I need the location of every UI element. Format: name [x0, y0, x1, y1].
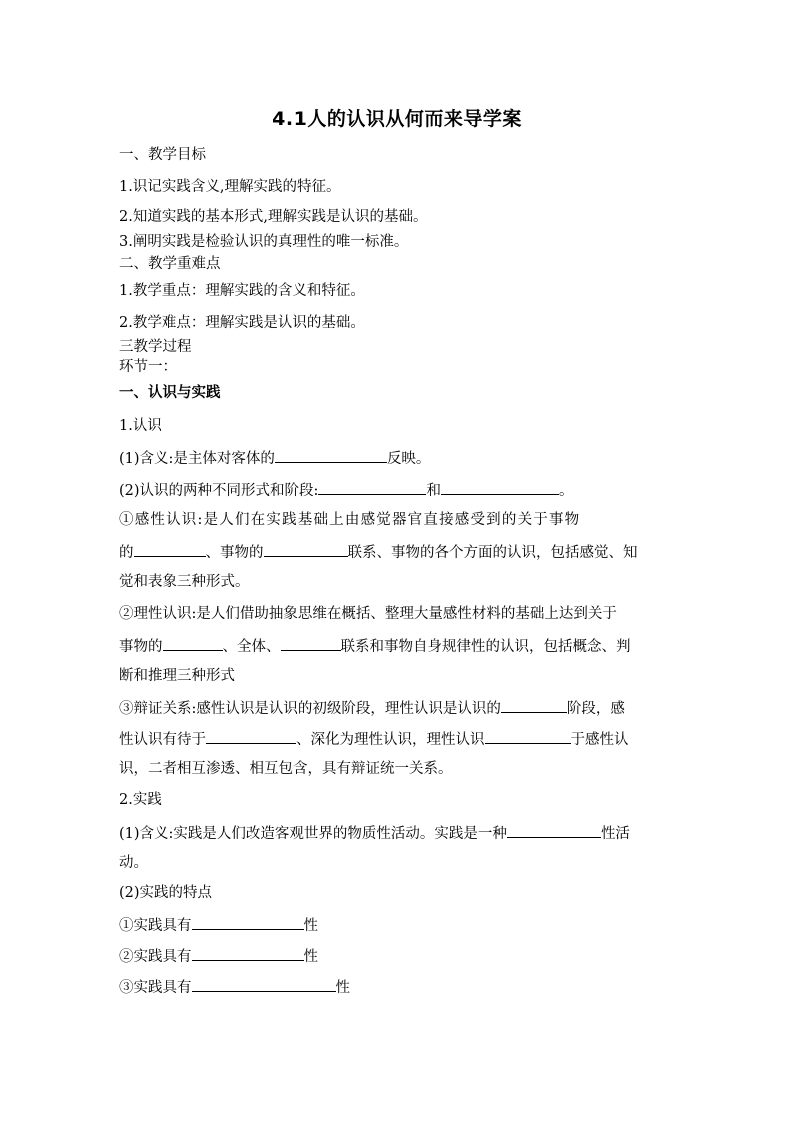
text-segment: 反映。: [386, 451, 431, 467]
fill-blank[interactable]: [441, 479, 559, 495]
rational-cognition-line-1: ②理性认识:是人们借助抽象思维在概括、整理大量感性材料的基础上达到关于: [119, 606, 617, 622]
text-segment: 、深化为理性认识，理性认识: [296, 732, 485, 748]
objective-item: 2.知道实践的基本形式,理解实践是认识的基础。: [119, 209, 428, 225]
practice-feature-item: [119, 945, 318, 967]
text-segment: (1)含义:是主体对客体的: [119, 451, 275, 467]
text-segment: 性: [303, 949, 318, 965]
text-segment: 的: [119, 545, 134, 561]
text-segment: 性活: [600, 826, 630, 842]
text-segment: ③辩证关系:感性认识是认识的初级阶段，理性认识是认识的: [119, 701, 501, 717]
practice-feature-item: [119, 914, 318, 936]
practice-definition-line-2: 动。: [119, 855, 148, 871]
fill-blank[interactable]: [192, 945, 304, 961]
text-segment: (1)含义:实践是人们改造客观世界的物质性活动。实践是一种: [119, 826, 507, 842]
text-segment: 于感性认: [570, 732, 629, 748]
text-segment: 和: [426, 483, 441, 499]
practice-feature-item: [119, 976, 350, 998]
dialectical-relation-line-1: [119, 697, 625, 719]
dialectical-relation-line-3: 识，二者相互渗透、相互包含，具有辩证统一关系。: [119, 761, 453, 777]
text-segment: 性认识有待于: [119, 732, 206, 748]
text-segment: 性: [335, 980, 350, 996]
fill-blank[interactable]: [281, 635, 341, 651]
text-segment: 、全体、: [222, 639, 281, 655]
text-segment: ②实践具有: [119, 949, 192, 965]
process-step-label: 环节一：: [119, 359, 177, 375]
text-segment: 阶段，感: [566, 701, 625, 717]
text-segment: 性: [303, 918, 318, 934]
section-heading-key-points: 二、教学重难点: [119, 256, 221, 272]
fill-blank[interactable]: [485, 728, 571, 744]
perceptual-cognition-line-1: [119, 510, 674, 530]
fill-blank[interactable]: [318, 479, 426, 495]
fill-blank[interactable]: [501, 697, 567, 713]
text-segment: (2)认识的两种不同形式和阶段:: [119, 483, 319, 499]
perceptual-cognition-line-3: 觉和表象三种形式。: [119, 574, 250, 590]
fill-blank[interactable]: [264, 541, 348, 557]
text-segment: 联系和事物自身规律性的认识，包括概念、判: [340, 639, 631, 655]
subheading-cognition: 1.认识: [119, 418, 162, 434]
text-segment: 事物的: [119, 639, 163, 655]
key-point-item: 1.教学重点：理解实践的含义和特征。: [119, 283, 365, 299]
fill-blank[interactable]: [275, 447, 387, 463]
fill-blank[interactable]: [192, 914, 304, 930]
dialectical-relation-line-2: [119, 728, 629, 750]
perceptual-cognition-line-2: [119, 541, 638, 563]
practice-definition-line-1: [119, 822, 630, 844]
section-heading-objectives: 一、教学目标: [119, 147, 206, 163]
text-segment: ①感性认识:是人们在实践基础上由感觉器官直接感受到的关于事物: [119, 512, 581, 528]
text-segment: 。: [558, 483, 574, 499]
cognition-definition-line: [119, 447, 430, 469]
rational-cognition-line-3: 断和推理三种形式: [119, 668, 235, 684]
fill-blank[interactable]: [192, 976, 336, 992]
text-segment: ①实践具有: [119, 918, 192, 934]
fill-blank[interactable]: [163, 635, 223, 651]
text-segment: 、事物的: [205, 545, 264, 561]
text-segment: ③实践具有: [119, 980, 192, 996]
objective-item: 1.识记实践含义,理解实践的特征。: [119, 179, 341, 195]
document-title: 4.1人的认识从何而来导学案: [272, 108, 522, 130]
key-point-item: 2.教学难点：理解实践是认识的基础。: [119, 315, 365, 331]
cognition-forms-line: [119, 479, 573, 501]
section-heading-process: 三教学过程: [119, 339, 192, 355]
rational-cognition-line-2: [119, 635, 631, 657]
fill-blank[interactable]: [206, 728, 296, 744]
objective-item: 3.阐明实践是检验认识的真理性的唯一标准。: [119, 234, 409, 250]
fill-blank[interactable]: [507, 822, 601, 838]
subheading-practice: 2.实践: [119, 792, 162, 808]
text-segment: 联系、事物的各个方面的认识，包括感觉、知: [347, 545, 638, 561]
practice-features-heading: (2)实践的特点: [119, 885, 213, 901]
fill-blank[interactable]: [134, 541, 206, 557]
part-heading-cognition-practice: 一、认识与实践: [119, 385, 221, 401]
